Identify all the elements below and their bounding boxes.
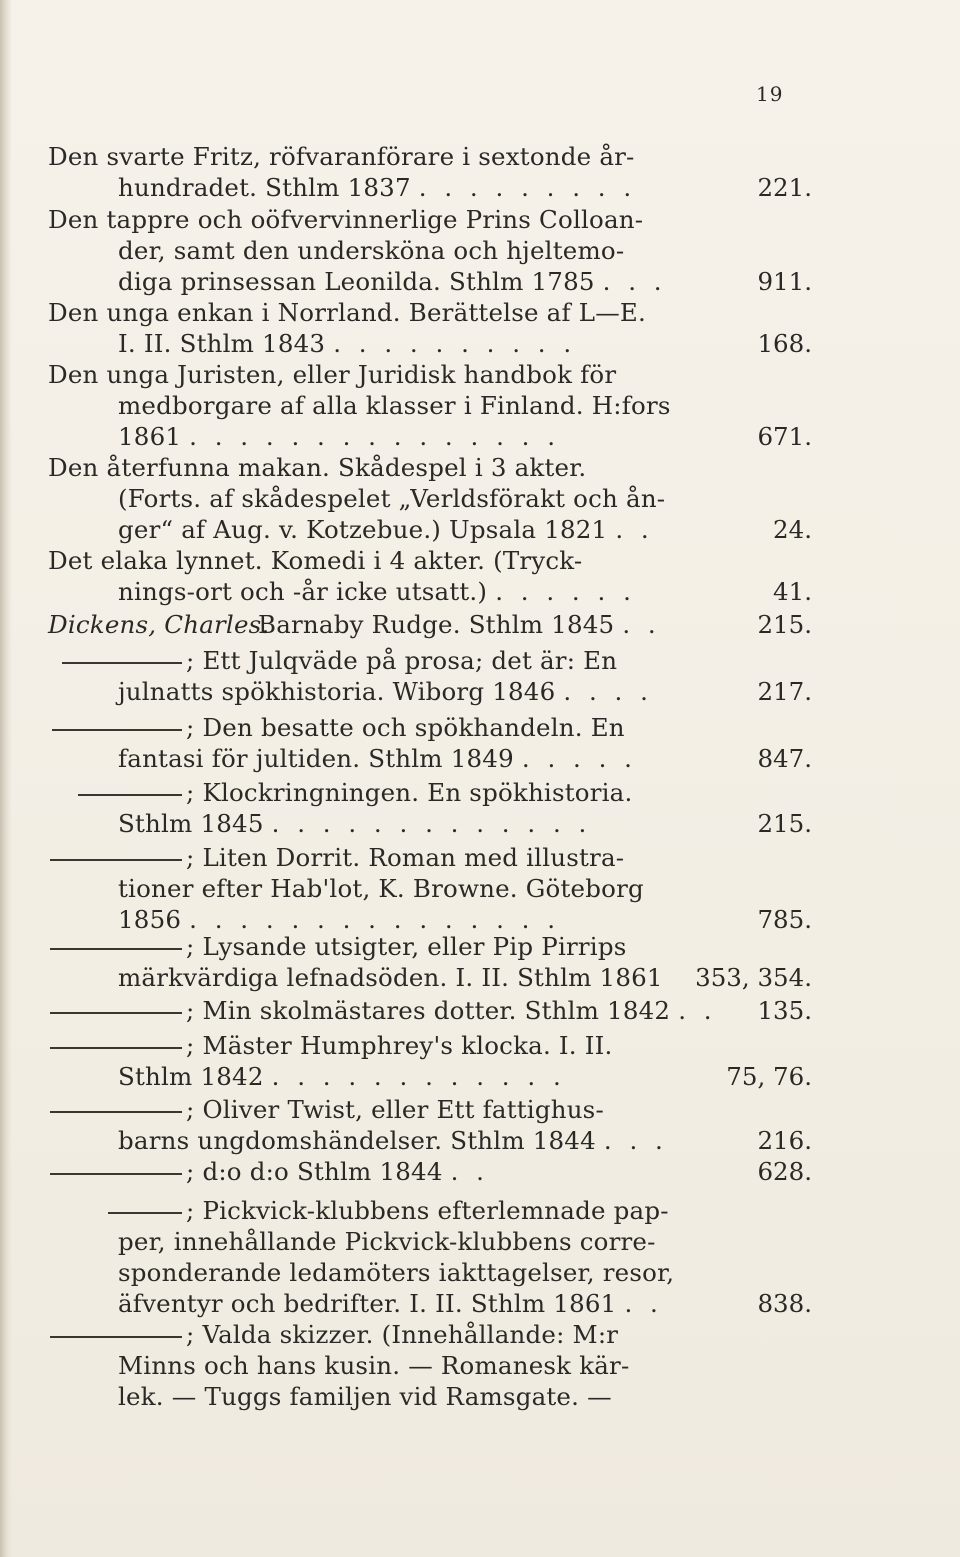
page-number: 19 xyxy=(756,82,784,106)
entry-line: Den tappre och oöfvervinnerlige Prins Colloan- xyxy=(48,205,644,234)
entry-line: ; d:o d:o Sthlm 1844 xyxy=(186,1157,443,1186)
entry-line: hundradet. Sthlm 1837 xyxy=(118,173,411,202)
entry-line: ; Oliver Twist, eller Ett fattighus- xyxy=(186,1095,604,1124)
ditto-dash xyxy=(50,1173,182,1175)
ditto-dash xyxy=(108,1212,182,1214)
leader-dots: . . xyxy=(615,515,654,544)
leader-dots: . . xyxy=(678,996,717,1025)
page-reference: 217. xyxy=(757,677,812,706)
ditto-dash xyxy=(50,1336,182,1338)
page-reference: 628. xyxy=(757,1157,812,1186)
page-reference: 838. xyxy=(757,1289,812,1318)
entry-line: Den unga Juristen, eller Juridisk handbok för xyxy=(48,360,617,389)
entry-line: der, samt den undersköna och hjeltemo- xyxy=(118,236,625,265)
leader-dots: . . . xyxy=(603,1126,668,1155)
entry-line: fantasi för jultiden. Sthlm 1849 xyxy=(118,744,514,773)
ditto-dash xyxy=(52,729,182,731)
entry-line: Sthlm 1845 xyxy=(118,809,264,838)
entry-line: Barnaby Rudge. Sthlm 1845 xyxy=(258,610,615,639)
page-reference: 847. xyxy=(757,744,812,773)
leader-dots: . . . . . . . . . . . . xyxy=(271,1062,566,1091)
leader-dots: . . . . . . . . . . . . . . . xyxy=(189,422,561,451)
entry-line: Sthlm 1842 xyxy=(118,1062,264,1091)
leader-dots: . . . . . . xyxy=(495,577,636,606)
leader-dots: . . . . . . . . . xyxy=(418,173,637,202)
entry-line: barns ungdomshändelser. Sthlm 1844 xyxy=(118,1126,596,1155)
entry-line: tioner efter Hab'lot, K. Browne. Göteborg xyxy=(118,874,644,903)
entry-line: ; Min skolmästares dotter. Sthlm 1842 xyxy=(186,996,671,1025)
entry-line: Det elaka lynnet. Komedi i 4 akter. (Tryck- xyxy=(48,546,583,575)
entry-line: nings-ort och -år icke utsatt.) xyxy=(118,577,488,606)
entry-line: ; Klockringningen. En spökhistoria. xyxy=(186,778,633,807)
page-reference: 168. xyxy=(757,329,812,358)
entry-line: lek. — Tuggs familjen vid Ramsgate. — xyxy=(118,1382,612,1411)
entry-line: märkvärdiga lefnadsöden. I. II. Sthlm 1861 xyxy=(118,963,663,992)
page-reference: 785. xyxy=(757,905,812,934)
leader-dots: . . . . xyxy=(563,677,653,706)
ditto-dash xyxy=(62,662,182,664)
entry-line: ; Pickvick-klubbens efterlemnade pap- xyxy=(186,1196,669,1225)
page-reference: 215. xyxy=(757,610,812,639)
page-reference: 75, 76. xyxy=(726,1062,812,1091)
entry-line: Minns och hans kusin. — Romanesk kär- xyxy=(118,1351,630,1380)
page-reference: 353, 354. xyxy=(695,963,812,992)
entry-line: ; Mäster Humphrey's klocka. I. II. xyxy=(186,1031,613,1060)
entry-line: medborgare af alla klasser i Finland. H:fors xyxy=(118,391,671,420)
author-name: Dickens, Charles. xyxy=(48,610,270,639)
ditto-dash xyxy=(78,794,182,796)
entry-line: ; Lysande utsigter, eller Pip Pirrips xyxy=(186,932,627,961)
entry-line: ; Valda skizzer. (Innehållande: M:r xyxy=(186,1320,619,1349)
leader-dots: . . xyxy=(450,1157,489,1186)
entry-line: ; Den besatte och spökhandeln. En xyxy=(186,713,625,742)
leader-dots: . . . xyxy=(602,267,667,296)
entry-line: Den svarte Fritz, röfvaranförare i sextonde år- xyxy=(48,142,635,171)
ditto-dash xyxy=(50,859,182,861)
entry-line: sponderande ledamöters iakttagelser, resor, xyxy=(118,1258,675,1287)
page-reference: 221. xyxy=(757,173,812,202)
entry-line: diga prinsessan Leonilda. Sthlm 1785 xyxy=(118,267,595,296)
entry-line: (Forts. af skådespelet „Verldsförakt och ån- xyxy=(118,484,666,513)
page-reference: 911. xyxy=(757,267,812,296)
leader-dots: . . xyxy=(624,1289,663,1318)
entry-line: Den återfunna makan. Skådespel i 3 akter. xyxy=(48,453,587,482)
page-reference: 24. xyxy=(773,515,812,544)
entry-line: per, innehållande Pickvick-klubbens corre- xyxy=(118,1227,656,1256)
page-binding-edge xyxy=(0,0,12,1557)
entry-line: ; Liten Dorrit. Roman med illustra- xyxy=(186,843,625,872)
page-reference: 215. xyxy=(757,809,812,838)
ditto-dash xyxy=(50,1012,182,1014)
ditto-dash xyxy=(50,1047,182,1049)
page-reference: 671. xyxy=(757,422,812,451)
leader-dots: . . . . . . . . . . . . . xyxy=(271,809,592,838)
leader-dots: . . xyxy=(622,610,661,639)
entry-line: ger“ af Aug. v. Kotzebue.) Upsala 1821 xyxy=(118,515,608,544)
page-reference: 135. xyxy=(757,996,812,1025)
page-reference: 216. xyxy=(757,1126,812,1155)
entry-line: Den unga enkan i Norrland. Berättelse af L—E. xyxy=(48,298,646,327)
leader-dots: . . . . . . . . . . . . . . . xyxy=(189,905,561,934)
entry-line: 1861 xyxy=(118,422,182,451)
entry-line: I. II. Sthlm 1843 xyxy=(118,329,326,358)
ditto-dash xyxy=(50,948,182,950)
leader-dots: . . . . . xyxy=(521,744,637,773)
entry-line: julnatts spökhistoria. Wiborg 1846 xyxy=(118,677,556,706)
entry-line: äfventyr och bedrifter. I. II. Sthlm 1861 xyxy=(118,1289,617,1318)
leader-dots: . . . . . . . . . . xyxy=(333,329,577,358)
entry-line: 1856 xyxy=(118,905,182,934)
page-reference: 41. xyxy=(773,577,812,606)
entry-line: ; Ett Julqväde på prosa; det är: En xyxy=(186,646,618,675)
ditto-dash xyxy=(50,1111,182,1113)
